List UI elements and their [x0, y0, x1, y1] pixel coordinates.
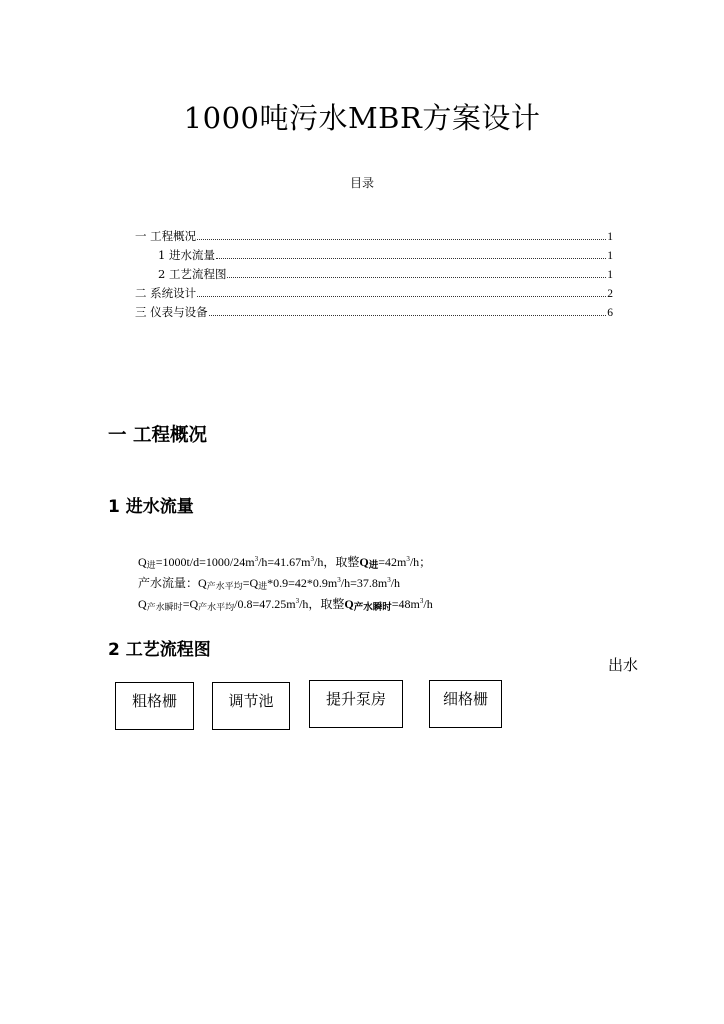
- process-box-regulating-tank: 调节池: [212, 682, 290, 730]
- toc-entry[interactable]: [135, 285, 613, 301]
- toc-entry-page: 1: [607, 269, 613, 281]
- toc-entry-label: 一 工程概况: [135, 229, 197, 243]
- toc-entry[interactable]: [158, 266, 613, 282]
- process-box-fine-screen: 细格栅: [429, 680, 502, 728]
- subsection-heading-process-flow: 2 工艺流程图: [108, 640, 211, 660]
- toc-entry-page: 2: [607, 288, 613, 300]
- toc-entry[interactable]: [135, 304, 613, 320]
- toc-entry[interactable]: [135, 228, 613, 244]
- toc-leader-dots: [227, 276, 606, 278]
- toc-leader-dots: [216, 257, 606, 259]
- toc-entry-label: 二 系统设计: [135, 286, 197, 300]
- subsection-heading-inflow: 1 进水流量: [108, 497, 194, 517]
- outlet-label: 出水: [608, 656, 639, 674]
- toc-entry-page: 1: [607, 250, 613, 262]
- toc-entry-label: 2 工艺流程图: [158, 267, 227, 281]
- toc-entry-page: 1: [607, 231, 613, 243]
- toc-leader-dots: [197, 238, 606, 240]
- toc-entry-label: 三 仪表与设备: [135, 305, 208, 319]
- formula-inflow: $Q_进=1000t/d=1000/24m^3/h=41.67m^3/h$，取整Q进$=42m^3/h$；: [138, 555, 432, 571]
- document-title: 1000吨污水MBR方案设计: [183, 101, 541, 135]
- toc-entry-page: 6: [607, 307, 613, 319]
- process-box-coarse-screen: 粗格栅: [115, 682, 194, 730]
- toc-heading: 目录: [349, 176, 374, 190]
- section-heading-overview: 一 工程概况: [108, 425, 207, 446]
- toc-entry[interactable]: [158, 247, 613, 263]
- toc-entry-label: 1 进水流量: [158, 248, 215, 262]
- formula-instant-flow: $Q_{产水瞬时}=Q_{产水平均}/0.8=47.25m^3/h$，取整Q产水瞬时$=48m^3/h$: [138, 597, 433, 613]
- formula-product-flow: 产水流量：$Q_{产水平均}=Q_进*0.9=42*0.9m^3/h=37.8m^3/h$: [138, 576, 401, 591]
- process-box-lift-pump-room: 提升泵房: [309, 680, 403, 728]
- toc-leader-dots: [197, 295, 606, 297]
- toc-leader-dots: [209, 314, 607, 316]
